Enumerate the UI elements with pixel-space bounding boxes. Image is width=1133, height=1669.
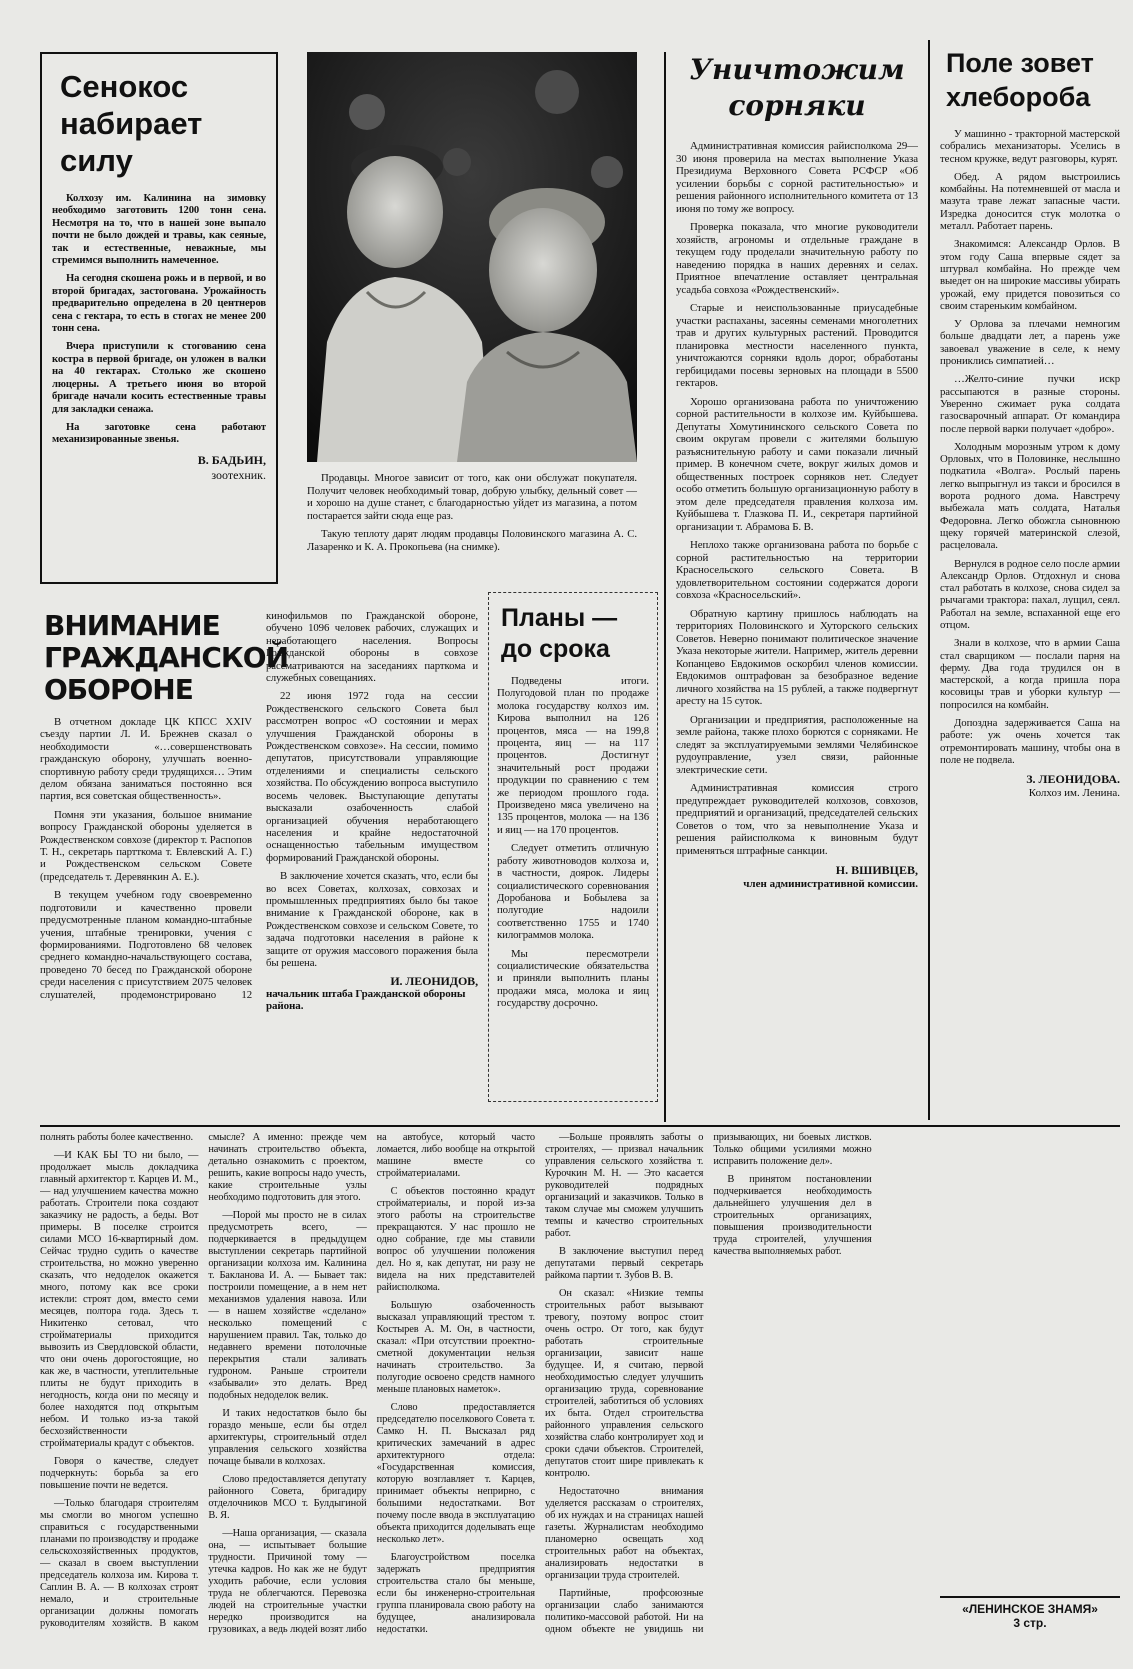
- grazhdanskaya-article: [40, 610, 478, 1115]
- pole-para: Знакомимся: Александр Орлов. В этом году Саша впервые сядет за штурвал комбайна. Но прежде чем выедет он на широкие массивы убирать урожай, ему придется повозиться со своим стареньким комбайном.: [940, 238, 1120, 312]
- sornyaki-para: Неплохо также организована работа по борьбе с сорной растительностью на территории Красносельского сельского Совета. В удовлетворительном состоянии содержатся дороги совхоза «Красносельский».: [676, 539, 918, 601]
- title-spacer: [40, 610, 250, 716]
- pole-article: [940, 40, 1120, 1120]
- senokos-para: Вчера приступили к стогованию сена костра в первой бригаде, он уложен в валки на 40 гектарах. Столько же скошено люцерны. А третьего июня во второй бригаде начали косить естественные травы для закладки сенажа.: [52, 341, 266, 415]
- construction-para: —Наша организация, — сказала она, — испытывает большие трудности. Причиной тому — утечка кадров. Но как же не будут уходить рабочие, если условия труда не облегчаются. Перевозка людей на строительные участки нередко производится на грузовиках, а ведь людей возят либо на автобусе, который часто ломается, либо вообще на открытой машине вместе со стройматериалами.: [208, 1132, 535, 1635]
- sornyaki-body: [676, 140, 918, 857]
- footer-rule: [940, 1596, 1120, 1598]
- page-footer: [940, 1596, 1120, 1644]
- sornyaki-para: Организации и предприятия, расположенные на земле района, также плохо борются с сорняками. Не следят за эксплуатируемыми землями Челябинское рудоуправление, узел связи, районные электрические сети.: [676, 713, 918, 776]
- grazhdanskaya-para: 22 июня 1972 года на сессии Рождественского сельского Совета был рассмотрен вопрос «О состоянии и мерах улучшения Гражданской обороны в Рождественском совхозе». На сессии, помимо депутатов, присутствовали управляющие отделениями и специалисты сельского хозяйства. По обсуждению вопроса выступило восемь человек. Выступающие депутаты высказали озабоченность слабой организацией обучения неработающего населения и крайне недостаточной оснащенностью табельным имуществом формирований Гражданской обороны.: [266, 690, 478, 864]
- grazhdanskaya-title: ВНИМАНИЕ ГРАЖДАНСКОЙ ОБОРОНЕ: [44, 610, 289, 706]
- construction-para: Говоря о качестве, следует подчеркнуть: борьба за его повышение почти не ведется.: [40, 1456, 199, 1491]
- plany-article: [488, 592, 658, 1102]
- pole-para: Вернулся в родное село после армии Александр Орлов. Отдохнул и снова стал работать в колхозе, снова сидел за рычагами трактора: пахал, лущил, сеял. Работал на земле, вспаханной еще его отцом.: [940, 557, 1120, 631]
- sornyaki-para: Административная комиссия райисполкома 29—30 июня проверила на местах выполнение Указа Президиума Верховного Совета РСФСР «Об усилении борьбы с сорной растительностью» и решения районного исполнительного комитета от 13 июня по тому же вопросу.: [676, 140, 918, 215]
- photo-image: [307, 52, 637, 462]
- pole-para: Обед. А рядом выстроились комбайны. На потемневшей от масла и мазута траве лежат запасные части. Изредка доносится стук молотка о металл. Работает парень.: [940, 170, 1120, 233]
- construction-para: —И КАК БЫ ТО ни было, — продолжает мысль докладчика главный архитектор т. Карцев И. М., — над улучшением качества можно работать. Строители пока создают заказчику не радость, а беды. Вот примеры. В поселке строится силами МСО 16-квартирный дом. Сейчас трудно судить о качестве строительства, но можно уверенно сказать, что недоделок окажется много, потому как все сроки истекли: строят дом, вместо семи месяцев, полтора года. Здесь т. Никитенко сетовал, что стройматериалы приходится вывозить из Свердловской области, что они очень дорогостоящие, но как же, в частности, утеплительные плиты не будут приходить в негодность, когда они по месяцу и более находятся под открытым небом. И только из-за такой бесхозяйственности стройматериалы крадут с объектов.: [40, 1150, 199, 1449]
- photo-saleswomen: [307, 52, 637, 462]
- grazhdanskaya-para: Помня эти указания, большое внимание вопросу Гражданской обороны уделяется в Рождественском совхозе (директор т. Распопов Т. Н., секретарь партткома т. Евлевский А. Г.) и Рождественском сельском Совете (председатель т. Деревянкин А. Е.).: [40, 808, 252, 883]
- construction-para: Слово предоставляется депутату районного Совета, бригадиру отделочников МСО т. Булдыгиной В. Я.: [208, 1474, 367, 1521]
- sornyaki-para: Старые и неиспользованные приусадебные участки распаханы, засеяны семенами многолетних трав и других культурных растений. Проводится планировка местности населенного пункта, уничтожаются сорняки вдоль дорог, обработаны гербицидами посевы зерновых на площади в 5500 гектаров.: [676, 302, 918, 389]
- grazhdanskaya-para: В отчетном докладе ЦК КПСС XXIV съезду партии Л. И. Брежнев сказал о необходимости «…совершенствовать гражданскую оборону, улучшать военно-спортивную работу среди трудящихся… Этим делом обязана заниматься постоянно вся партия, вся советская общественность».: [40, 716, 252, 803]
- section-rule: [40, 1125, 1120, 1127]
- column-rule: [664, 52, 666, 1122]
- sornyaki-signature: Н. ВШИВЦЕВ,: [835, 863, 918, 877]
- plany-para: Следует отметить отличную работу животноводов колхоза и, в частности, доярок. Лидеры социалистического соревнования Доробанова и Бобылева за полугодие надоили соответственно 1755 и 1740 килограммов молока.: [497, 842, 649, 942]
- construction-para: В заключение выступил перед депутатами первый секретарь райкома партии т. Зубов В. В.: [544, 1246, 704, 1281]
- senokos-para: На заготовке сена работают механизированные звенья.: [52, 421, 266, 446]
- newspaper-name: «ЛЕНИНСКОЕ ЗНАМЯ»: [962, 1602, 1098, 1616]
- plany-para: Подведены итоги. Полугодовой план по продаже молока государству колхоз им. Кирова выполнил на 126 процентов, мяса — на 199,8 процента, яиц — на 117 процентов. Достигнут значительный рост продажи продукции по сравнению с тем же периодом прошлого года. Произведено мяса увеличено на 135 процентов, молока — на 136 и яиц — на 170 процентов.: [497, 675, 649, 836]
- sornyaki-para: Проверка показала, что многие руководители хозяйств, агрономы и отдельные граждане в текущем году проделали значительную работу по наведению порядка в наших деревнях и селах. Приятное впечатление оставляет центральная усадьба совхоза «Рождественский».: [676, 221, 918, 296]
- construction-article: [40, 1132, 1040, 1637]
- sornyaki-signature-role: член административной комиссии.: [743, 878, 918, 890]
- sornyaki-para: Хорошо организована работа по уничтожению сорной растительности в колхозе им. Куйбышева. Депутаты Хомутининского сельского Совета по своим округам провели с жителями большую разъяснительную работу и сами показали личный пример. В конечном счете, вокруг жилых домов и общественных построек сорняков нет. Следует особо отметить большую организационную работу в этом деле председателя правления колхоза им. Куйбышева т. Глазкова П. И., секретаря партийной организации т. Абрамова Б. В.: [676, 395, 918, 533]
- pole-para: У машинно - тракторной мастерской собрались механизаторы. Уселись в тесном кружке, ведут разговоры, курят.: [940, 128, 1120, 165]
- pole-signature: З. ЛЕОНИДОВА.: [1026, 772, 1120, 787]
- sornyaki-article: [676, 52, 918, 1122]
- construction-para: Благоустройством поселка задержать предприятия строительства стало бы меньше, если бы инженерно-строительная группа планировала свою работу на будущее, анализировала недостатки.: [376, 1552, 535, 1635]
- column-rule: [928, 40, 930, 1120]
- pole-title: Поле зовет хлебороба: [946, 48, 1094, 112]
- construction-para: полнять работы более качественно.: [40, 1132, 194, 1143]
- photo-caption: [307, 472, 637, 582]
- plany-title: Планы — до срока: [501, 604, 618, 663]
- grazhdanskaya-para: В заключение хочется сказать, что, если бы во всех Советах, колхозах, совхозах и промышленных предприятиях было бы такое внимание к Гражданской обороне, как в Рождественском совхозе и сельском Совете, то задача подготовки населения в районе к защите от оружия массового поражения была бы решена.: [266, 870, 478, 969]
- construction-para: Недостаточно внимания уделяется рассказам о строителях, об их нуждах и на страницах нашей газеты. Журналистам необходимо планомерно освещать ход строительных работ на объектах, анализировать недостатки в организации труда строителей.: [544, 1486, 704, 1581]
- construction-para: Слово предоставляется председателю поселкового Совета т. Самко Н. П. Высказал ряд критических замечаний в адрес архитектурного отдела: «Государственная комиссия, которую возглавляет т. Карцев, принимает объекты неприрно, с большими недостатками. Вот почему после ввода в эксплуатацию объекта приходится доделывать еще несколько лет».: [376, 1402, 535, 1545]
- grazhdanskaya-body: [40, 610, 478, 1110]
- construction-para: —Больше проявлять заботы о строителях, — призвал начальник управления сельского хозяйства т. Курочкин М. Н. — Это касается руководителей подрядных организаций и заказчиков. Только в таком случае мы сможем улучшить темпы и качество строительных работ.: [544, 1132, 704, 1239]
- senokos-body: [52, 193, 266, 447]
- grazhdanskaya-signature: И. ЛЕОНИДОВ,: [390, 974, 478, 989]
- pole-para: У Орлова за плечами немногим больше двадцати лет, а парень уже завоевал уважение в селе, к нему прониклись симпатией…: [940, 318, 1120, 368]
- page-number: 3 стр.: [1013, 1616, 1047, 1630]
- senokos-article: [40, 52, 278, 584]
- sornyaki-para: Обратную картину пришлось наблюдать на территориях Половинского и Хуторского сельских Советов. Неверно понимают политическое значение Указа некоторые жители. Например, житель деревни Копанцево Евдокимов оскорбил членов комиссии. Евдокимов оштрафован за безобразное ведение личного хозяйства на 15 рублей, а также подвергнут аресту на 15 суток.: [676, 607, 918, 707]
- construction-para: С объектов постоянно крадут стройматериалы, и порой из-за этого работы на строительстве прекращаются. У нас прошло не одно собрание, где мы ставили вопрос об улучшении положения дел. Но я, как депутат, ни разу не видела на них представителей райисполкома.: [376, 1186, 535, 1293]
- pole-body: [940, 128, 1120, 766]
- sornyaki-title: Уничтожим сорняки: [689, 53, 905, 122]
- senokos-signature-role: зоотехник.: [211, 467, 266, 482]
- sornyaki-para: Административная комиссия строго предупреждает руководителей колхозов, совхозов, предприятий и организаций, председателей сельских Советов о том, что за невыполнение Указа и решения райисполкома к виновным будут применяться штрафные санкции.: [676, 782, 918, 857]
- senokos-para: Колхозу им. Калинина на зимовку необходимо заготовить 1200 тонн сена. Несмотря на то, что в нашей зоне выпало почти не было дождей и травы, как сеяные, так и естественные, неважные, мы стремимся выполнить намеченное.: [52, 193, 266, 267]
- construction-para: —Порой мы просто не в силах предусмотреть всего, — подчеркивается в предыдущем выступлении секретарь партийной организации колхоза им. Калинина т. Бакланова И. А. — Бывает так: построили помещение, а в нем нет механизмов удаления навоза. Или — в нашем хозяйстве «сделано» несколько помещений с нарушением правил. Так, только до недавнего времени потолочные перекрытия стали заливать гудроном. Раньше строители «забывали» это делать. Вред подобных недоделок велик.: [208, 1210, 367, 1401]
- caption-para: Продавцы. Многое зависит от того, как они обслужат покупателя. Получит человек необходимый товар, добрую улыбку, дельный совет — и хорошо на душе станет, с благодарностью уйдет из магазина, а потом постарается зайти сюда еще раз.: [307, 472, 637, 522]
- pole-para: Знали в колхозе, что в армии Саша стал сварщиком — послали парня на ферму. Два года трудился он в мастерской, а когда пришла пора косовицы трав и уборки культур — попросился на комбайн.: [940, 637, 1120, 711]
- pole-para: Холодным морозным утром к дому Орловых, что в Половинке, неслышно подкатила «Волга». Рослый парень легко выпрыгнул из такси и бросился в ворота родного дома. Навстречу выбежала мать солдата, Наталья Федоровна. Легко обожгла сыновнюю щеку горячей материнской слезой, расцеловала.: [940, 440, 1120, 552]
- construction-para: —Только благодаря строителям мы смогли во многом успешно справиться с государственными планами по производству и продаже сельскохозяйственных продуктов, — сказал в своем выступлении председатель колхоза им. Кирова т. Саплин В. А. — В колхозах строят немало, и строительные организации должны помогать руководителям хозяйств. В каком смысле? А именно: прежде чем начинать строительство объекта, детально ознакомить с проектом, решить, какие вопросы надо учесть, какие строительные узлы необходимо подготовить для этого.: [40, 1132, 367, 1629]
- grazhdanskaya-signature-role: начальник штаба Гражданской обороны района.: [266, 987, 466, 1013]
- senokos-title: Сенокос набирает силу: [60, 69, 203, 178]
- construction-para: Большую озабоченность высказал управляющий трестом т. Костырев А. М. Он, в частности, сказал: «При отсутствии проектно-сметной документации нельзя начинать строительство. За полугодие освоено средств намного меньше плановых наметок».: [376, 1300, 535, 1395]
- pole-para: Допоздна задерживается Саша на работе: уж очень хочется так отремонтировать машину, чтобы она в поле не подвела.: [940, 717, 1120, 766]
- construction-para: Партийные, профсоюзные организации слабо занимаются политико-массовой работой. Ни на одном объекте не увидишь ни призывающих, ни боевых листков. Только общими усилиями можно исправить положение дел».: [544, 1132, 872, 1635]
- construction-para: В принятом постановлении подчеркивается необходимость дальнейшего улучшения дел в строительных организациях, повышения производительности труда строителей, улучшения качества выполняемых работ.: [713, 1174, 872, 1257]
- caption-para: Такую теплоту дарят людям продавцы Половинского магазина А. С. Лазаренко и К. А. Прокопьева (на снимке).: [307, 528, 637, 553]
- plany-para: Мы пересмотрели социалистические обязательства и приняли выполнить планы продажи мяса, молока и яиц государству досрочно.: [497, 947, 649, 1010]
- construction-para: И таких недостатков было бы гораздо меньше, если бы отдел архитектуры, строительный отдел управления сельского хозяйства почаще бывали в колхозах.: [208, 1408, 367, 1467]
- construction-para: Он сказал: «Низкие темпы строительных работ вызывают тревогу, поэтому вопрос стоит очень остро. От того, как будут работать строительные организации, зависит наше будущее. И, я считаю, первой необходимостью следует улучшить организацию труда, соревнование строителей, заботиться об условиях их быта. Отдел строительства районного управления сельского хозяйства слабо контролирует ход и сроки сдачи объектов. Строителей, депутатов стоит шире привлекать к контролю.: [544, 1288, 704, 1479]
- senokos-signature: В. БАДЬИН,: [197, 452, 266, 467]
- grazhdanskaya-para: В текущем учебном году своевременно подготовили и качественно провели предусмотренные планом командно-штабные учения, штабные тренировки, учения с формированиями. Подготовлено 68 человек среднего командно-начальствующего состава, проведено 70 бесед по Гражданской обороне среди населения с присутствием 2075 человек слушателей, продемонстрировано 12 кинофильмов по Гражданской обороне, обучено 1096 человек рабочих, служащих и неработающего населения. Вопросы Гражданской обороны в совхозе рассматриваются на заседаниях парткома и служебных совещаниях.: [40, 610, 478, 1001]
- pole-signature-role: Колхоз им. Ленина.: [1028, 787, 1120, 800]
- pole-para: …Желто-синие пучки искр рассыпаются в разные стороны. Уверенно сжимает рука солдата газосварочный аппарат. От командира после первой варки получает «добро».: [940, 373, 1120, 435]
- plany-body: [497, 675, 649, 1010]
- senokos-para: На сегодня скошена рожь и в первой, и во второй бригадах, застогована. Урожайность предварительно определена в 20 центнеров сена с гектара, то есть в стогах не менее 200 тонн сена.: [52, 273, 266, 335]
